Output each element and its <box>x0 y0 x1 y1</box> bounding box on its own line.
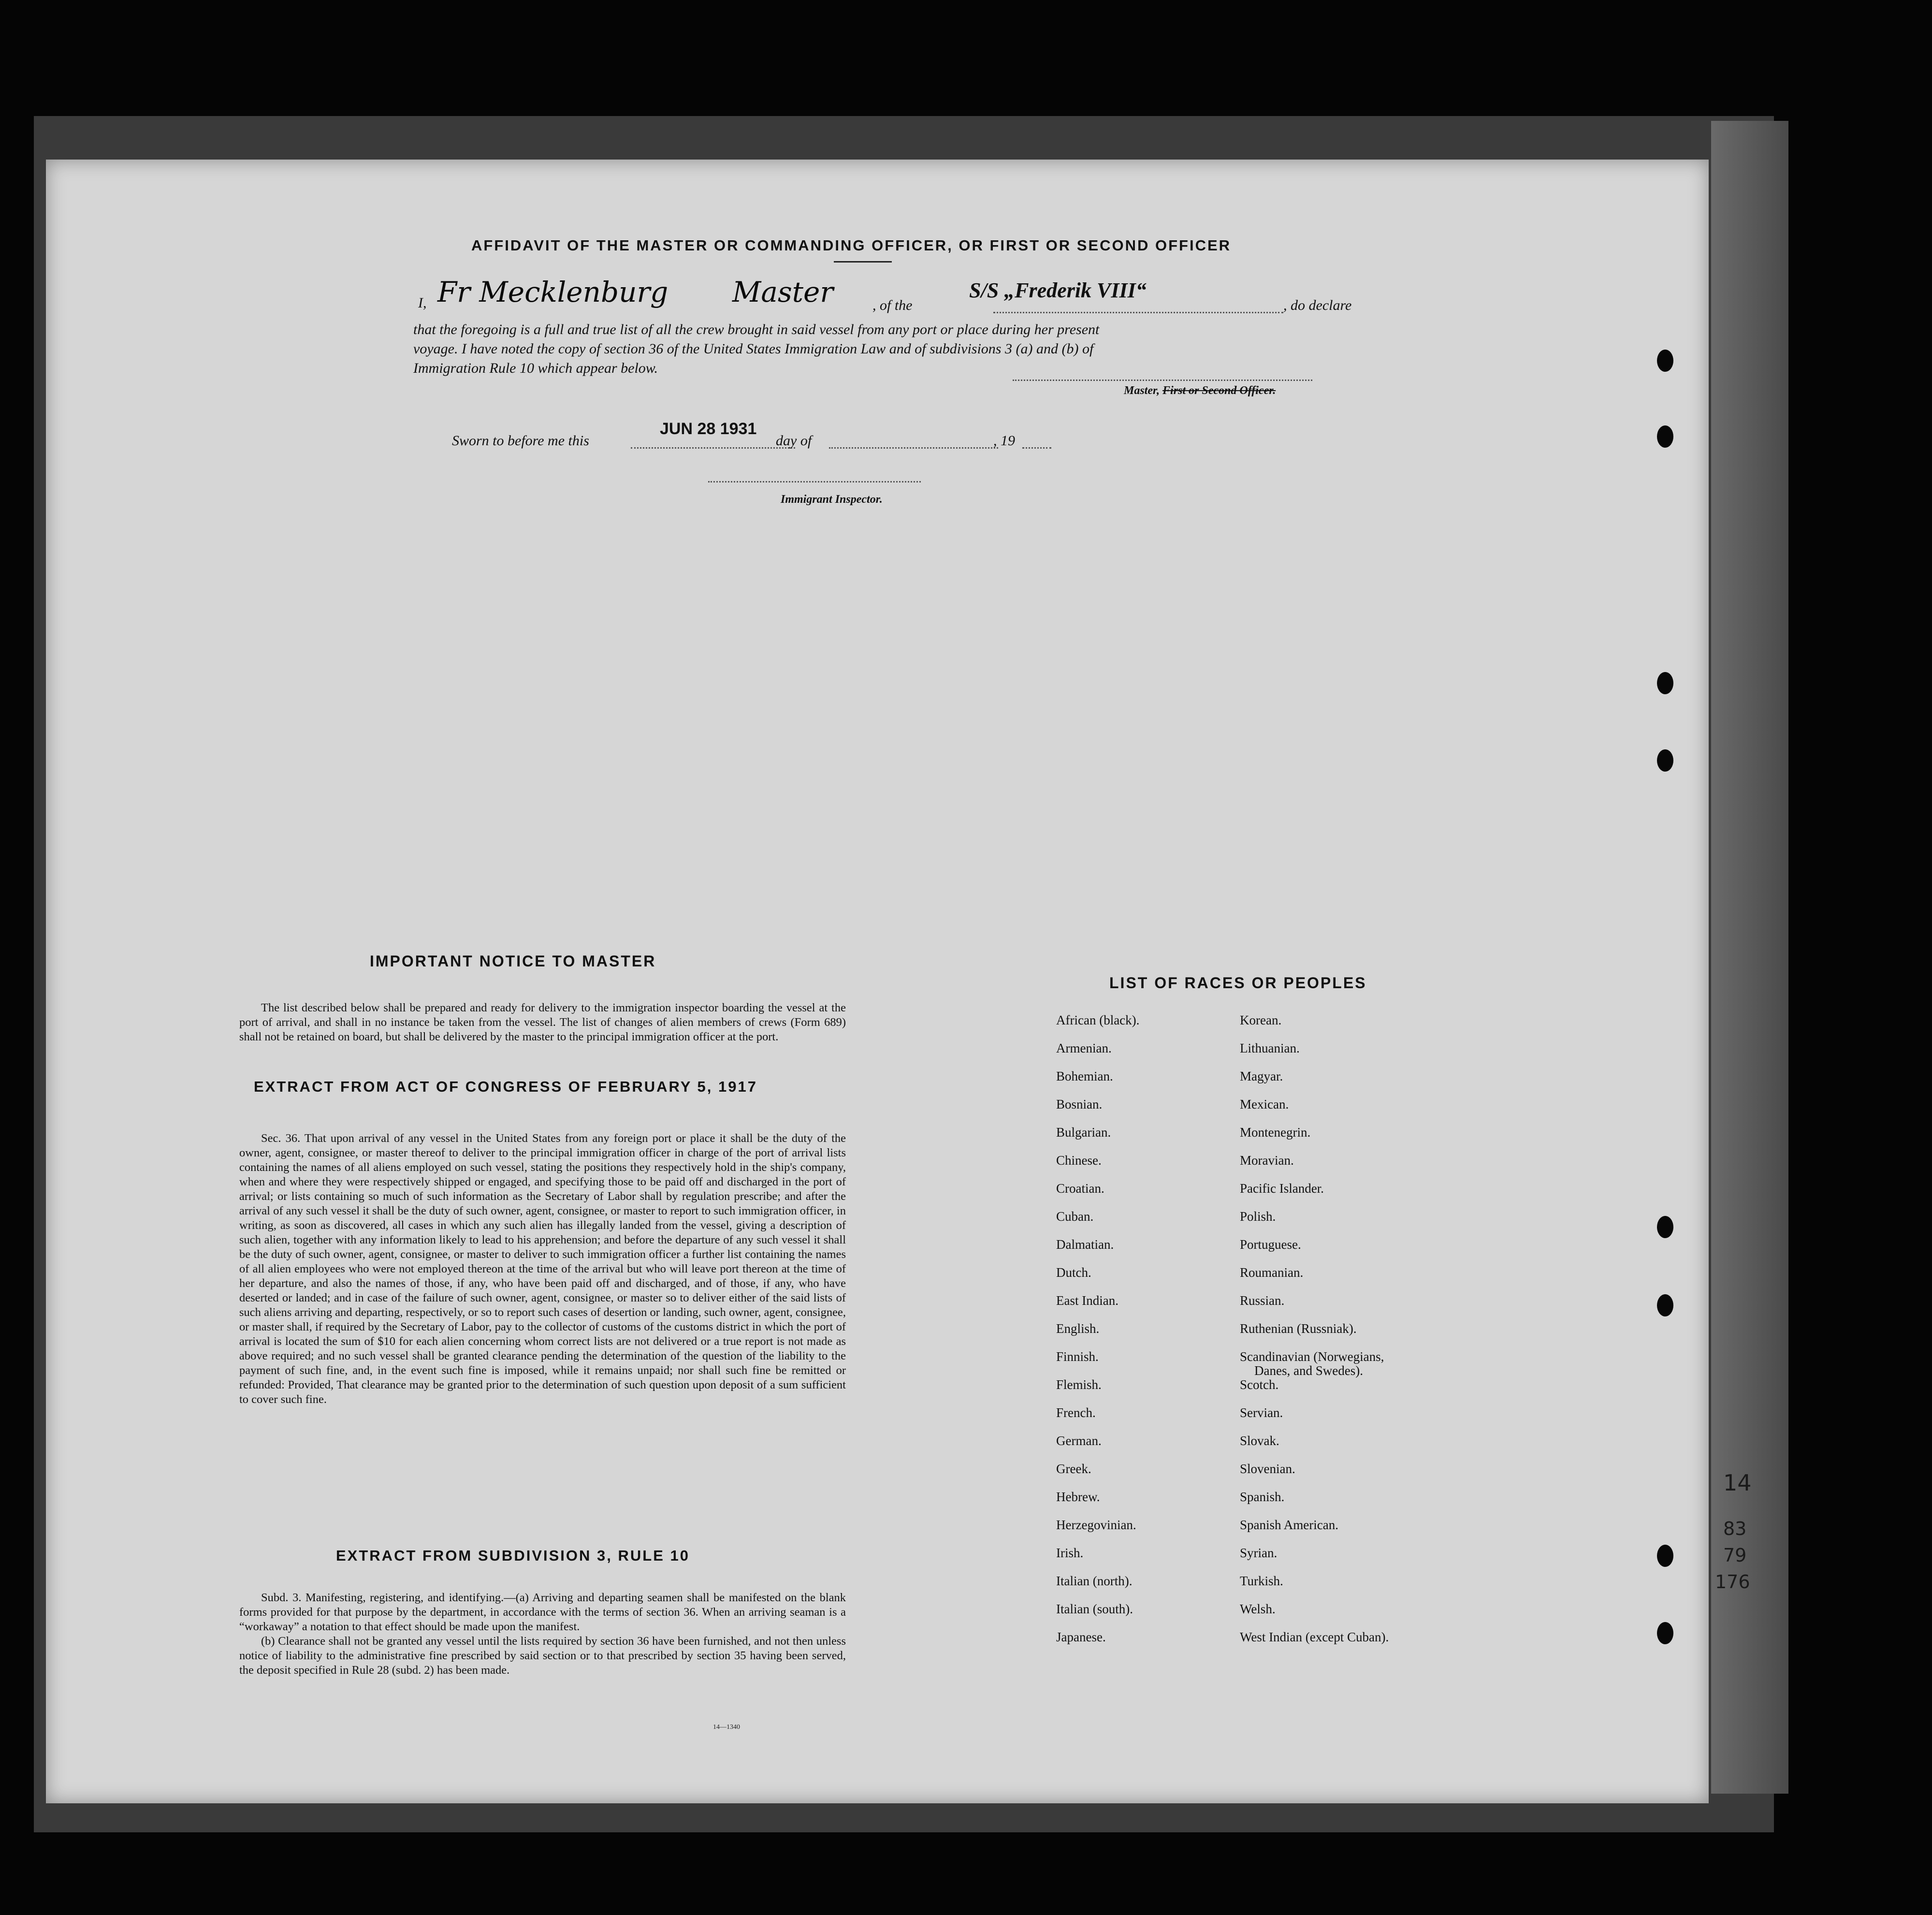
signature-title: Master <box>732 276 834 308</box>
race-col2-item: Montenegrin. <box>1240 1125 1311 1140</box>
binder-hole <box>1657 1294 1673 1316</box>
notice-body <box>239 1001 846 1044</box>
race-col1-item: Herzegovinian. <box>1056 1518 1136 1532</box>
race-col2-item: Roumanian. <box>1240 1265 1304 1280</box>
race-col1-item: Italian (south). <box>1056 1602 1133 1616</box>
binder-hole <box>1657 1545 1673 1567</box>
race-col2-item: Spanish. <box>1240 1490 1285 1504</box>
margin-note: 83 <box>1723 1518 1747 1539</box>
sworn-date-line <box>631 447 795 449</box>
rule-para-a: Subd. 3. Manifesting, registering, and identifying.—(a) Arriving and departing seamen shall be manifested on the blank forms provided for that purpose by the department, in accordance with the terms of section 36. When an arriving seaman is a “workaway” a notation to that effect should be made upon the manifest. <box>239 1591 846 1633</box>
margin-note: 176 <box>1715 1571 1750 1593</box>
race-col1-item: Dalmatian. <box>1056 1237 1114 1252</box>
race-col1-item: Chinese. <box>1056 1153 1102 1168</box>
title-underline <box>834 261 892 263</box>
race-col1-item: Dutch. <box>1056 1265 1091 1280</box>
rule-para-b: (b) Clearance shall not be granted any vessel until the lists required by section 36 have been furnished, and not then unless notice of liability to the administrative fine prescribed by said section or to that prescribed by section 35 having been served, the deposit specified in Rule 28 (subd. 2) has been made. <box>239 1635 846 1677</box>
act-title: EXTRACT FROM ACT OF CONGRESS OF FEBRUARY 5, 1917 <box>254 1078 757 1095</box>
margin-note: 14 <box>1723 1470 1752 1496</box>
affidavit-line-3: Immigration Rule 10 which appear below. <box>413 360 658 376</box>
of-the-label: , of the <box>872 297 913 313</box>
underlying-page-edge <box>1711 121 1788 1794</box>
notice-text: The list described below shall be prepared and ready for delivery to the immigration inspector boarding the vessel at the port of arrival, and shall in no instance be taken from the vessel. The list of changes of alien members of crews (Form 689) shall not be retained on board, but shall be delivered by the master to the principal immigration officer at the port. <box>239 1001 846 1043</box>
race-col2-item: Syrian. <box>1240 1546 1278 1560</box>
race-col2-item: Scandinavian (Norwegians, <box>1240 1349 1384 1364</box>
race-col2-item: Russian. <box>1240 1293 1285 1308</box>
race-col2-continuation: Danes, and Swedes). <box>1254 1363 1363 1378</box>
race-col1-item: Flemish. <box>1056 1377 1102 1392</box>
race-col1-item: Finnish. <box>1056 1349 1099 1364</box>
year-line <box>1022 447 1051 449</box>
race-col1-item: Bohemian. <box>1056 1069 1113 1083</box>
binder-hole <box>1657 1216 1673 1238</box>
race-col2-item: Lithuanian. <box>1240 1041 1300 1055</box>
race-col1-item: Hebrew. <box>1056 1490 1100 1504</box>
race-col2-item: Servian. <box>1240 1405 1283 1420</box>
act-body <box>239 1131 846 1407</box>
signature-name: Fr Mecklenburg <box>437 276 668 308</box>
race-col1-item: English. <box>1056 1321 1100 1336</box>
race-col2-item: Moravian. <box>1240 1153 1294 1168</box>
race-col2-item: Mexican. <box>1240 1097 1289 1111</box>
notice-title: IMPORTANT NOTICE TO MASTER <box>370 952 656 970</box>
race-col1-item: African (black). <box>1056 1013 1140 1027</box>
race-col2-item: Korean. <box>1240 1013 1282 1027</box>
race-col2-item: Ruthenian (Russniak). <box>1240 1321 1357 1336</box>
race-col1-item: Bulgarian. <box>1056 1125 1111 1140</box>
race-col1-item: Greek. <box>1056 1462 1091 1476</box>
rule-title: EXTRACT FROM SUBDIVISION 3, RULE 10 <box>336 1547 690 1564</box>
master-label <box>1124 384 1276 397</box>
race-col1-item: Armenian. <box>1056 1041 1112 1055</box>
master-signature-line <box>1013 380 1312 381</box>
master-label-text: Master, <box>1124 384 1160 397</box>
do-declare: , do declare <box>1283 297 1352 313</box>
affidavit-line-1: that the foregoing is a full and true list of all the crew brought in said vessel from any port or place during her present <box>413 322 1100 337</box>
margin-note: 79 <box>1723 1545 1747 1566</box>
race-col2-item: Spanish American. <box>1240 1518 1338 1532</box>
race-col1-item: Italian (north). <box>1056 1574 1133 1588</box>
race-col1-item: Cuban. <box>1056 1209 1094 1224</box>
sworn-prefix: Sworn to before me this <box>452 433 589 449</box>
month-line <box>829 447 998 449</box>
form-number: 14—1340 <box>713 1724 740 1731</box>
race-col2-item: West Indian (except Cuban). <box>1240 1630 1389 1644</box>
race-col2-item: Slovak. <box>1240 1433 1279 1448</box>
race-col2-item: Pacific Islander. <box>1240 1181 1324 1196</box>
race-col1-item: Irish. <box>1056 1546 1084 1560</box>
race-col2-item: Slovenian. <box>1240 1462 1295 1476</box>
struck-officer-label: First or Second Officer. <box>1162 384 1276 397</box>
inspector-signature-line <box>708 481 921 482</box>
race-col1-item: French. <box>1056 1405 1096 1420</box>
affidavit-title: AFFIDAVIT OF THE MASTER OR COMMANDING OFFICER, OR FIRST OR SECOND OFFICER <box>471 237 1232 254</box>
races-title: LIST OF RACES OR PEOPLES <box>1109 974 1367 992</box>
rule-body <box>239 1591 846 1678</box>
race-col2-item: Turkish. <box>1240 1574 1283 1588</box>
date-stamp: JUN 28 1931 <box>660 420 757 438</box>
binder-hole <box>1657 672 1673 694</box>
race-col1-item: Croatian. <box>1056 1181 1104 1196</box>
inspector-label: Immigrant Inspector. <box>781 493 883 506</box>
race-col2-item: Portuguese. <box>1240 1237 1301 1252</box>
day-of-label: day of <box>776 433 812 449</box>
vessel-line <box>993 312 1283 313</box>
binder-hole <box>1657 425 1673 448</box>
race-col1-item: German. <box>1056 1433 1102 1448</box>
binder-hole <box>1657 749 1673 772</box>
race-col2-item: Scotch. <box>1240 1377 1279 1392</box>
race-col1-item: Bosnian. <box>1056 1097 1103 1111</box>
i-prefix: I, <box>418 295 427 311</box>
affidavit-line-2: voyage. I have noted the copy of section 36 of the United States Immigration Law and of subdivisions 3 (a) and (b) of <box>413 341 1094 357</box>
vessel-name: S/S „Frederik VIII“ <box>969 278 1147 302</box>
race-col2-item: Polish. <box>1240 1209 1276 1224</box>
binder-hole <box>1657 1622 1673 1644</box>
year-prefix: , 19 <box>993 433 1015 449</box>
manifest-page <box>46 160 1709 1803</box>
race-col2-item: Magyar. <box>1240 1069 1283 1083</box>
act-text: Sec. 36. That upon arrival of any vessel in the United States from any foreign port or place it shall be the duty of the owner, agent, consignee, or master thereof to deliver to the principal immigration officer in charge of the port of arrival lists containing the names of all aliens employed on such vessel, stating the positions they respectively hold in the ship's company, when and where they were respectively shipped or engaged, and specifying those to be paid off and discharged in the port of arrival; or lists containing so much of such information as the Secretary of Labor shall by regulation prescribe; and after the arrival of any such vessel it shall be the duty of such owner, agent, consignee, or master to report to such immigration officer, in writing, as soon as discovered, all cases in which any such alien has illegally landed from the vessel, giving a description of such alien, together with any information likely to lead to his apprehension; and before the departure of any such vessel it shall be the duty of such owner, agent, consignee, or master to deliver to such immigration officer a further list containing the names of all alien employees who were not employed thereon at the time of the arrival but who will leave port thereon at the time of her departure, and also the names of those, if any, who have been paid off and discharged, and of those, if any, who have deserted or landed; and in case of the failure of such owner, agent, consignee, or master so to deliver either of the said lists of such aliens arriving and departing, respectively, or so to report such cases of desertion or landing, such owner, agent, consignee, or master shall, if required by the Secretary of Labor, pay to the collector of customs of the customs district in which the port of arrival is located the sum of $10 for each alien concerning whom correct lists are not delivered or a true report is not made as above required; and no such vessel shall be granted clearance pending the determination of the question of the liability to the payment of such fine, and, in the event such fine is imposed, while it remains unpaid; nor shall such fine be remitted or refunded: Provided, That clearance may be granted prior to the determination of such question upon deposit of a sum sufficient to cover such fine. <box>239 1132 846 1406</box>
race-col1-item: Japanese. <box>1056 1630 1106 1644</box>
race-col2-item: Welsh. <box>1240 1602 1276 1616</box>
race-col1-item: East Indian. <box>1056 1293 1119 1308</box>
binder-hole <box>1657 350 1673 372</box>
